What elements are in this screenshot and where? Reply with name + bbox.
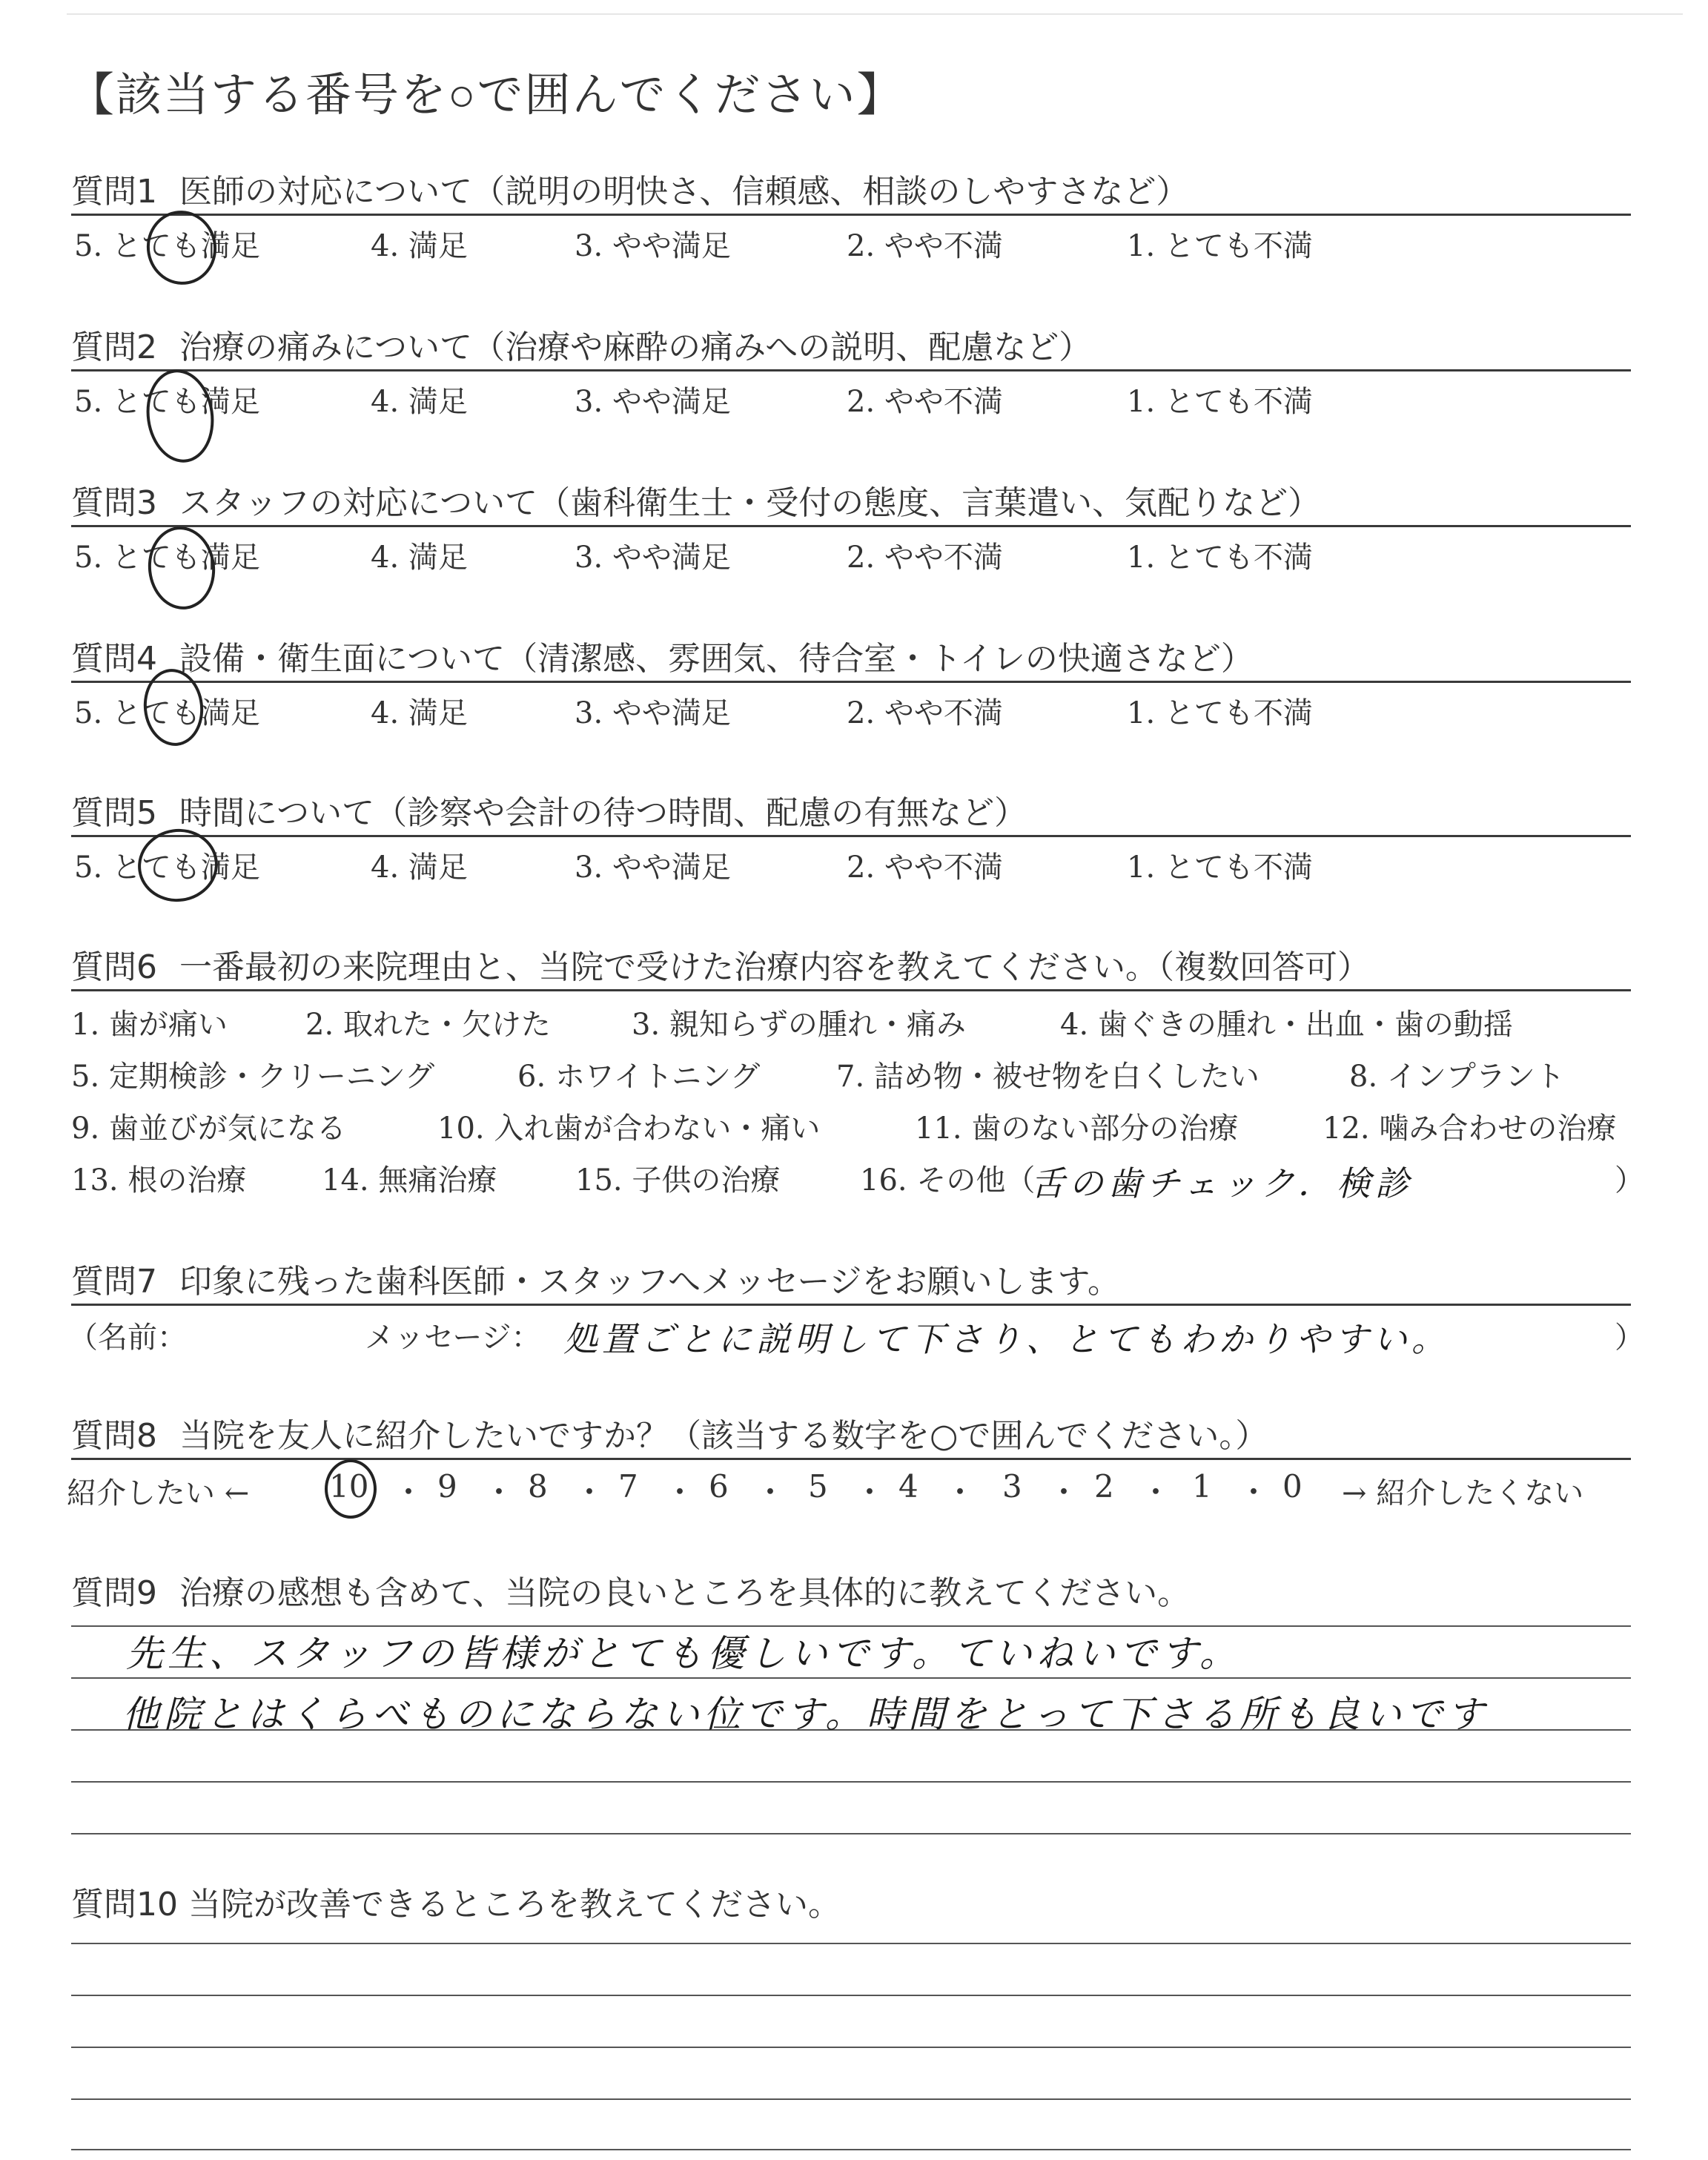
q6-option-15[interactable]: 15. 子供の治療 — [575, 1163, 781, 1198]
question-5-rule — [71, 835, 1631, 837]
q8-scale-separator: ・ — [393, 1474, 425, 1510]
q4-option-5[interactable]: 5. とても満足 — [74, 696, 260, 730]
q8-scale-2[interactable]: 2 — [1094, 1468, 1114, 1505]
q1-selection-circle — [141, 205, 222, 291]
q8-scale-separator: ・ — [854, 1474, 886, 1510]
question-8-rule — [71, 1458, 1631, 1460]
q8-scale-6[interactable]: 6 — [709, 1468, 729, 1505]
question-4-rule — [71, 681, 1631, 683]
question-2-text: 治療の痛みについて（治療や麻酔の痛みへの説明、配慮など） — [179, 328, 1092, 366]
q6-other-answer[interactable]: 舌の歯チェック．検診 — [1030, 1163, 1414, 1203]
question-4-text: 設備・衛生面について（清潔感、雰囲気、待合室・トイレの快適さなど） — [179, 640, 1254, 678]
question-3-text: スタッフの対応について（歯科衛生士・受付の態度、言葉遣い、気配りなど） — [179, 484, 1321, 522]
q3-option-3[interactable]: 3. やや満足 — [575, 541, 731, 575]
q6-option-9[interactable]: 9. 歯並びが気になる — [71, 1112, 346, 1146]
question-3-rule — [71, 525, 1631, 527]
q8-scale-4[interactable]: 4 — [898, 1468, 918, 1505]
q2-option-1[interactable]: 1. とても不満 — [1127, 385, 1313, 419]
q3-option-5[interactable]: 5. とても満足 — [74, 541, 260, 575]
q8-scale-5[interactable]: 5 — [808, 1468, 828, 1505]
q4-option-1[interactable]: 1. とても不満 — [1127, 696, 1313, 730]
question-4-number: 質問4 — [71, 640, 157, 678]
q6-other-close-paren: ） — [1615, 1163, 1644, 1198]
question-4-heading — [71, 632, 1254, 679]
q10-answer-line-4 — [71, 2098, 1631, 2100]
q8-selection-circle — [325, 1459, 377, 1519]
page-edge-line — [67, 13, 1683, 15]
q6-option-14[interactable]: 14. 無痛治療 — [322, 1163, 497, 1198]
question-6-heading — [71, 940, 1370, 988]
q6-option-5[interactable]: 5. 定期検診・クリーニング — [71, 1060, 435, 1094]
question-10-heading — [71, 1877, 841, 1925]
q8-left-label: 紹介したい ← — [67, 1476, 250, 1510]
q1-option-4[interactable]: 4. 満足 — [371, 229, 468, 263]
q8-scale-separator: ・ — [944, 1474, 976, 1510]
q4-option-2[interactable]: 2. やや不満 — [847, 696, 1003, 730]
question-7-number: 質問7 — [71, 1263, 157, 1301]
q4-option-4[interactable]: 4. 満足 — [371, 696, 468, 730]
q8-scale-separator: ・ — [1140, 1474, 1172, 1510]
q8-scale-8[interactable]: 8 — [528, 1468, 548, 1505]
question-8-text: 当院を友人に紹介したいですか？（該当する数字を○で囲んでください。） — [179, 1417, 1268, 1455]
q6-option-2[interactable]: 2. 取れた・欠けた — [305, 1008, 551, 1042]
q3-option-1[interactable]: 1. とても不満 — [1127, 541, 1313, 575]
q7-close-paren: ） — [1615, 1321, 1644, 1355]
question-5-text: 時間について（診察や会計の待つ時間、配慮の有無など） — [179, 794, 1027, 832]
q5-option-4[interactable]: 4. 満足 — [371, 851, 468, 885]
question-7-heading — [71, 1255, 1120, 1302]
q4-option-3[interactable]: 3. やや満足 — [575, 696, 731, 730]
q2-option-3[interactable]: 3. やや満足 — [575, 385, 731, 419]
q10-answer-line-3 — [71, 2047, 1631, 2048]
q8-scale-9[interactable]: 9 — [437, 1468, 457, 1505]
question-3-number: 質問3 — [71, 484, 157, 522]
q2-option-2[interactable]: 2. やや不満 — [847, 385, 1003, 419]
q8-scale-separator: ・ — [664, 1474, 696, 1510]
q10-answer-line-1 — [71, 1943, 1631, 1944]
q6-option-12[interactable]: 12. 噛み合わせの治療 — [1323, 1112, 1617, 1146]
question-5-heading — [71, 786, 1027, 833]
q8-scale-1[interactable]: 1 — [1192, 1468, 1212, 1505]
q2-option-4[interactable]: 4. 満足 — [371, 385, 468, 419]
q8-scale-separator: ・ — [1238, 1474, 1270, 1510]
page-title: 【該当する番号を○で囲んでください】 — [68, 67, 904, 122]
q8-scale-10[interactable]: 10 — [329, 1468, 369, 1505]
q6-option-16[interactable]: 16. その他（ — [860, 1163, 1036, 1198]
q6-option-10[interactable]: 10. 入れ歯が合わない・痛い — [437, 1112, 821, 1146]
question-9-heading — [71, 1566, 1190, 1614]
question-8-number: 質問8 — [71, 1417, 157, 1455]
question-6-number: 質問6 — [71, 948, 157, 986]
q1-option-2[interactable]: 2. やや不満 — [847, 229, 1003, 263]
question-1-number: 質問1 — [71, 173, 157, 211]
q9-answer-line-2 — [71, 1677, 1631, 1679]
question-2-heading — [71, 320, 1091, 368]
question-9-text: 治療の感想も含めて、当院の良いところを具体的に教えてください。 — [179, 1574, 1191, 1612]
q6-option-3[interactable]: 3. 親知らずの腫れ・痛み — [632, 1008, 966, 1042]
question-7-text: 印象に残った歯科医師・スタッフへメッセージをお願いします。 — [179, 1263, 1120, 1301]
q7-message-label: メッセージ： — [365, 1321, 541, 1355]
question-5-number: 質問5 — [71, 794, 157, 832]
q8-scale-3[interactable]: 3 — [1002, 1468, 1022, 1505]
q7-name-label: （名前： — [68, 1321, 187, 1355]
q3-option-2[interactable]: 2. やや不満 — [847, 541, 1003, 575]
q1-option-1[interactable]: 1. とても不満 — [1127, 229, 1313, 263]
question-7-rule — [71, 1304, 1631, 1306]
q6-option-6[interactable]: 6. ホワイトニング — [517, 1060, 761, 1094]
question-10-number: 質問10 — [71, 1886, 178, 1923]
q8-scale-separator: ・ — [755, 1474, 787, 1510]
q6-option-1[interactable]: 1. 歯が痛い — [71, 1008, 228, 1042]
question-1-rule — [71, 214, 1631, 216]
q5-option-1[interactable]: 1. とても不満 — [1127, 851, 1313, 885]
q9-answer-text-line-1[interactable]: 先生、スタッフの皆様がとても優しいです。ていねいです。 — [126, 1632, 1241, 1675]
q9-answer-text-line-2[interactable]: 他院とはくらべものにならない位です。時間をとって下さる所も良いです — [122, 1693, 1489, 1736]
question-6-text: 一番最初の来院理由と、当院で受けた治療内容を教えてください。（複数回答可） — [179, 948, 1370, 986]
q8-scale-separator: ・ — [574, 1474, 606, 1510]
question-9-number: 質問9 — [71, 1574, 157, 1612]
q6-option-8[interactable]: 8. インプラント — [1349, 1060, 1565, 1094]
q3-option-4[interactable]: 4. 満足 — [371, 541, 468, 575]
q8-scale-separator: ・ — [1048, 1474, 1080, 1510]
q6-option-7[interactable]: 7. 詰め物・被せ物を白くしたい — [836, 1060, 1260, 1094]
q5-option-2[interactable]: 2. やや不満 — [847, 851, 1003, 885]
q9-answer-line-5 — [71, 1833, 1631, 1834]
question-10-text: 当院が改善できるところを教えてください。 — [188, 1886, 841, 1923]
q5-option-3[interactable]: 3. やや満足 — [575, 851, 731, 885]
q8-scale-0[interactable]: 0 — [1282, 1468, 1302, 1505]
q6-option-4[interactable]: 4. 歯ぐきの腫れ・出血・歯の動揺 — [1060, 1008, 1513, 1042]
question-1-text: 医師の対応について（説明の明快さ、信頼感、相談のしやすさなど） — [179, 173, 1189, 211]
q6-option-11[interactable]: 11. 歯のない部分の治療 — [915, 1112, 1239, 1146]
question-3-heading — [71, 476, 1320, 524]
q1-option-3[interactable]: 3. やや満足 — [575, 229, 731, 263]
q8-right-label: → 紹介したくない — [1342, 1476, 1584, 1510]
q9-answer-line-4 — [71, 1781, 1631, 1783]
q8-scale-separator: ・ — [483, 1474, 515, 1510]
q10-answer-line-5 — [71, 2149, 1631, 2150]
question-1-heading — [71, 165, 1188, 212]
q1-option-5[interactable]: 5. とても満足 — [74, 229, 260, 263]
q6-option-13[interactable]: 13. 根の治療 — [71, 1163, 247, 1198]
q5-option-5[interactable]: 5. とても満足 — [74, 851, 260, 885]
question-6-rule — [71, 989, 1631, 991]
question-2-rule — [71, 369, 1631, 371]
q7-message-answer[interactable]: 処置ごとに説明して下さり、とてもわかりやすい。 — [563, 1319, 1450, 1359]
q2-option-5[interactable]: 5. とても満足 — [74, 385, 260, 419]
question-8-heading — [71, 1409, 1268, 1456]
question-2-number: 質問2 — [71, 328, 157, 366]
q8-scale-7[interactable]: 7 — [618, 1468, 638, 1505]
q10-answer-line-2 — [71, 1995, 1631, 1996]
